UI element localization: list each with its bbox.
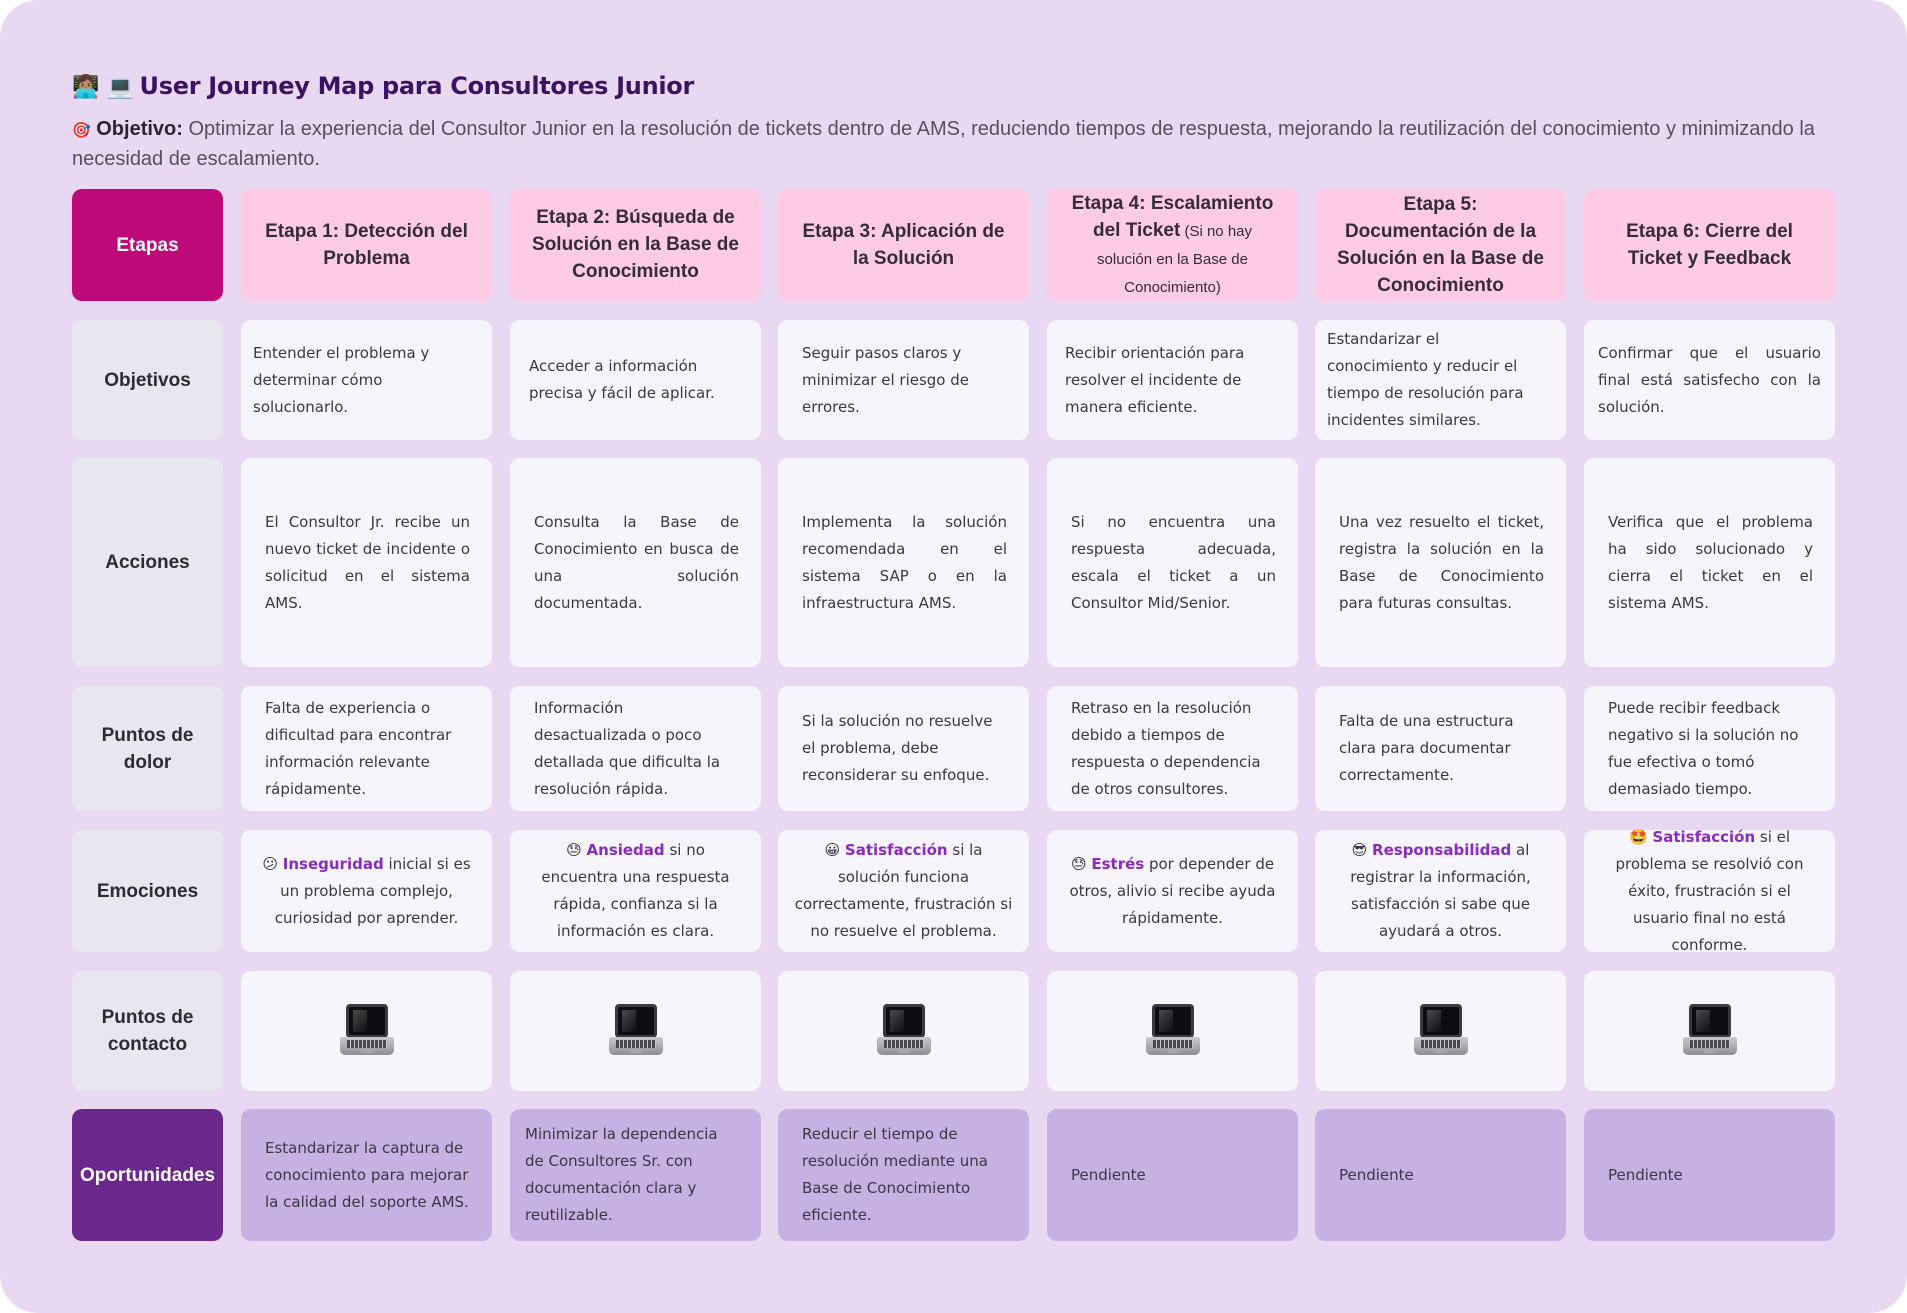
emotion-highlight: Ansiedad <box>586 841 665 859</box>
objetivo-cell: Acceder a información precisa y fácil de aplicar. <box>510 320 761 440</box>
row-label-contacto: Puntos de contacto <box>72 971 223 1091</box>
objetivo-cell: Recibir orientación para resolver el incidente de manera eficiente. <box>1047 320 1298 440</box>
dolor-cell: Puede recibir feedback negativo si la solución no fue efectiva o tomó demasiado tiempo. <box>1584 686 1835 811</box>
emotion-text: por depender de otros, alivio si recibe ayuda rápidamente. <box>1069 854 1276 927</box>
emotion-text: si el problema se resolvió con éxito, frustración si el usuario final no está conforme. <box>1615 827 1804 954</box>
oportunidad-cell: Pendiente <box>1047 1109 1298 1241</box>
contacto-cell <box>1584 971 1835 1091</box>
emotion-highlight: Satisfacción <box>844 841 948 859</box>
emotion-text: si no encuentra una respuesta rápida, confianza si la información es clara. <box>541 841 730 940</box>
accion-cell: Verifica que el problema ha sido solucionado y cierra el ticket en el sistema AMS. <box>1584 458 1835 667</box>
dolor-cell: Información desactualizada o poco detallada que dificulta la resolución rápida. <box>510 686 761 811</box>
contacto-cell <box>1315 971 1566 1091</box>
target-icon: 🎯 <box>72 122 91 139</box>
emocion-cell <box>1584 827 1835 954</box>
stage-header <box>1584 189 1835 301</box>
dolor-cell: Falta de una estructura clara para documentar correctamente. <box>1315 686 1566 811</box>
objetivo-cell: Entender el problema y determinar cómo solucionarlo. <box>241 320 492 440</box>
emotion-text: si la solución funciona correctamente, frustración si no resuelve el problema. <box>794 841 1013 940</box>
emotion-highlight: Responsabilidad <box>1372 841 1512 859</box>
dolor-cell: Si la solución no resuelve el problema, debe reconsiderar su enfoque. <box>778 686 1029 811</box>
emotion-highlight: Estrés <box>1091 854 1145 873</box>
oportunidad-cell: Minimizar la dependencia de Consultores Sr. con documentación clara y reutilizable. <box>510 1109 761 1241</box>
emocion-cell <box>241 830 492 952</box>
row-label-objetivos: Objetivos <box>72 320 223 440</box>
objective-label: Objetivo: <box>96 118 183 140</box>
laptop-icon <box>1414 1004 1468 1058</box>
contacto-cell <box>778 971 1029 1091</box>
accion-cell: Si no encuentra una respuesta adecuada, escala el ticket a un Consultor Mid/Senior. <box>1047 458 1298 667</box>
emotion-highlight: Inseguridad <box>282 854 384 873</box>
emotion-text: al registrar la información, satisfacción si sabe que ayudará a otros. <box>1350 841 1531 940</box>
emotion-emoji: 🤩 <box>1628 827 1648 846</box>
title-text: User Journey Map para Consultores Junior <box>139 72 695 100</box>
laptop-icon <box>609 1004 663 1058</box>
oportunidad-cell: Reducir el tiempo de resolución mediante una Base de Conocimiento eficiente. <box>778 1109 1029 1241</box>
accion-cell: Una vez resuelto el ticket, registra la solución en la Base de Conocimiento para futuras consultas. <box>1315 458 1566 667</box>
oportunidad-cell: Estandarizar la captura de conocimiento para mejorar la calidad del soporte AMS. <box>241 1109 492 1241</box>
dolor-cell: Falta de experiencia o dificultad para encontrar información relevante rápidamente. <box>241 686 492 811</box>
stage-title: Etapa 3: Aplicación de la Solución <box>802 220 1005 269</box>
emotion-emoji: 😓 <box>566 841 582 859</box>
emotion-emoji: 😀 <box>824 841 841 859</box>
stage-header <box>778 189 1029 301</box>
emocion-cell <box>510 830 761 952</box>
stage-note: (Si no hay solución en la Base de Conocimiento) <box>1097 222 1253 296</box>
accion-cell: Consulta la Base de Conocimiento en busca de una solución documentada. <box>510 458 761 667</box>
emotion-emoji: 😕 <box>262 854 278 873</box>
oportunidad-cell: Pendiente <box>1584 1109 1835 1241</box>
emotion-emoji: 😎 <box>1351 841 1368 859</box>
stage-title: Etapa 5: Documentación de la Solución en la Base de Conocimiento <box>1337 193 1544 296</box>
objective-body: Optimizar la experiencia del Consultor Junior en la resolución de tickets dentro de AMS, reduciendo tiempos de respuesta, mejorando la reutilización del conocimiento y minimizando la necesidad de escalamiento. <box>72 118 1815 170</box>
emocion-cell <box>1047 830 1298 952</box>
emotion-emoji: 😓 <box>1070 854 1087 873</box>
accion-cell: El Consultor Jr. recibe un nuevo ticket de incidente o solicitud en el sistema AMS. <box>241 458 492 667</box>
stage-header <box>1315 189 1566 301</box>
laptop-icon <box>877 1004 931 1058</box>
objetivo-cell: Confirmar que el usuario final está satisfecho con la solución. <box>1584 320 1835 440</box>
stage-header <box>510 189 761 301</box>
row-label-dolor: Puntos de dolor <box>72 686 223 811</box>
contacto-cell <box>510 971 761 1091</box>
stage-title: Etapa 6: Cierre del Ticket y Feedback <box>1626 220 1793 269</box>
row-label-emociones: Emociones <box>72 830 223 952</box>
contacto-cell <box>1047 971 1298 1091</box>
laptop-icon <box>340 1004 394 1058</box>
laptop-icon <box>1683 1004 1737 1058</box>
emocion-cell <box>1315 830 1566 952</box>
emotion-text: inicial si es un problema complejo, curiosidad por aprender. <box>274 854 471 927</box>
page-title <box>72 72 694 100</box>
emocion-cell <box>778 830 1029 952</box>
objetivo-cell: Seguir pasos claros y minimizar el riesgo de errores. <box>778 320 1029 440</box>
objective-text <box>72 115 1852 173</box>
oportunidad-cell: Pendiente <box>1315 1109 1566 1241</box>
contacto-cell <box>241 971 492 1091</box>
title-emoji: 👩🏽‍💻 💻 <box>72 75 134 100</box>
objetivo-cell: Estandarizar el conocimiento y reducir el tiempo de resolución para incidentes similares. <box>1315 320 1566 440</box>
stage-header <box>1047 189 1298 301</box>
stage-title: Etapa 4: Escalamiento del Ticket <box>1071 192 1274 241</box>
accion-cell: Implementa la solución recomendada en el sistema SAP o en la infraestructura AMS. <box>778 458 1029 667</box>
stage-title: Etapa 2: Búsqueda de Solución en la Base de Conocimiento <box>532 207 739 282</box>
emotion-highlight: Satisfacción <box>1652 827 1756 846</box>
row-label-etapas: Etapas <box>72 189 223 301</box>
dolor-cell: Retraso en la resolución debido a tiempos de respuesta o dependencia de otros consultores. <box>1047 686 1298 811</box>
row-label-acciones: Acciones <box>72 458 223 667</box>
row-label-oportunidades: Oportunidades <box>72 1109 223 1241</box>
stage-title: Etapa 1: Detección del Problema <box>265 220 468 269</box>
laptop-icon <box>1146 1004 1200 1058</box>
stage-header <box>241 189 492 301</box>
